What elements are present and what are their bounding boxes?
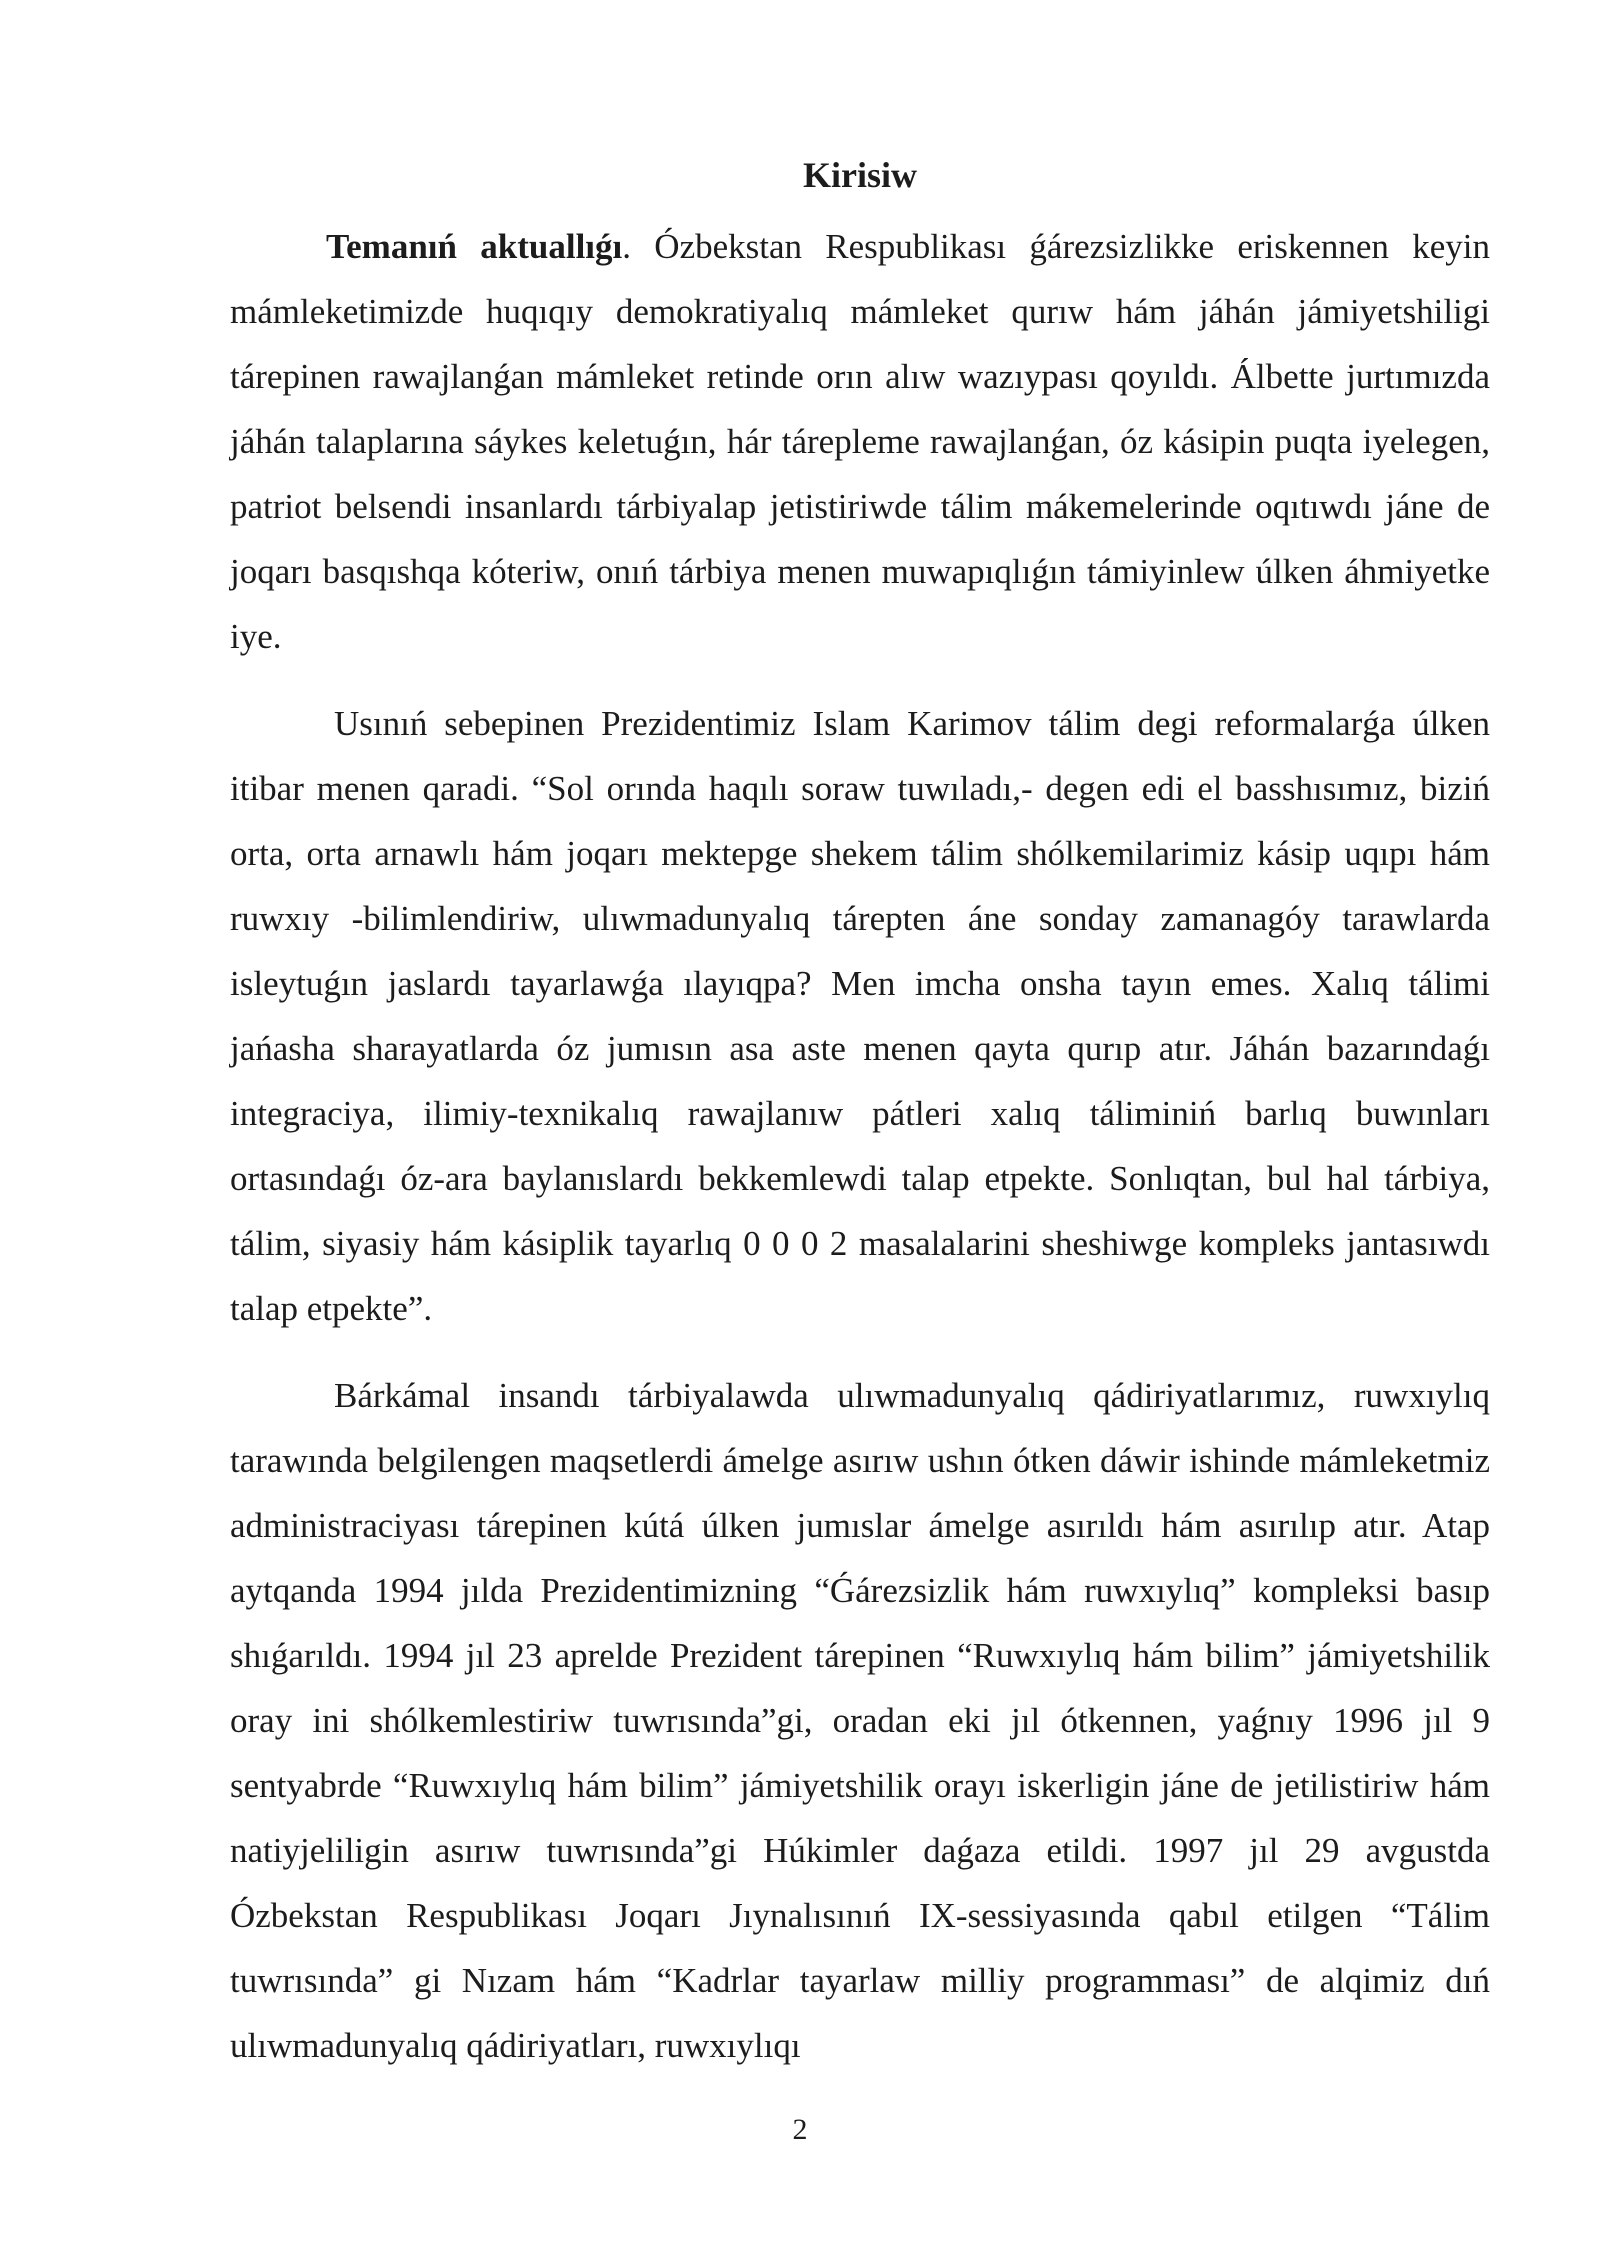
paragraph-reforms: Usınıń sebepinen Prezidentimiz Islam Karimov tálim degi reformalarǵa úlken itibar menen qaradi. “Sol orında haqılı soraw tuwıladı,- degen edi el basshısımız, biziń orta, orta arnawlı hám joqarı mektepge shekem tálim shólkemilarimiz kásip uqıpı hám ruwxıy -bilimlendiriw, ulıwmadunyalıq tárepten áne sonday zamanagóy tarawlarda isleytuǵın jaslardı tayarlawǵa ılayıqpa? Men imcha onsha tayın emes. Xalıq tálimi jańasha sharayatlarda óz jumısın asa aste menen qayta qurıp atır. Jáhán bazarındaǵı integraciya, ilimiy-texnikalıq rawajlanıw pátleri xalıq táliminiń barlıq buwınları ortasındaǵı óz-ara baylanıslardı bekkemlewdi talap etpekte. Sonlıqtan, bul hal tárbiya, tálim, siyasiy hám kásiplik tayarlıq 0 0 0 2 masalalarini sheshiwge kompleks jantasıwdı talap etpekte”. [230, 704, 1490, 1328]
paragraph-text: . Ózbekstan Respublikası ǵárezsizlikke eriskennen keyin mámleketimizde huqıqıy demokratiyalıq mámleket qurıw hám jáhán jámiyetshiligi tárepinen rawajlanǵan mámleket retinde orın alıw wazıypası qoyıldı. Álbette jurtımızda jáhán talaplarına sáykes keletuǵın, hár tárepleme rawajlanǵan, óz kásipin puqta iyelegen, patriot belsendi insanlardı tárbiyalap jetistiriwde tálim mákemelerinde oqıtıwdı jáne de joqarı basqıshqa kóteriw, onıń tárbiya menen muwapıqlıǵın támiyinlew úlken áhmiyetke iye. [230, 227, 1490, 656]
document-page [230, 150, 1490, 2078]
paragraph-spirituality: Bárkámal insandı tárbiyalawda ulıwmadunyalıq qádiriyatlarımız, ruwxıylıq tarawında belgilengen maqsetlerdi ámelge asırıw ushın ótken dáwir ishinde mámleketmiz administraciyası tárepinen kútá úlken jumıslar ámelge asırıldı hám asırılıp atır. Atap aytqanda 1994 jılda Prezidentimizning “Ǵárezsizlik hám ruwxıylıq” kompleksi basıp shıǵarıldı. 1994 jıl 23 aprelde Prezident tárepinen “Ruwxıylıq hám bilim” jámiyetshilik oray ini shólkemlestiriw tuwrısında”gi, oradan eki jıl ótkennen, yaǵnıy 1996 jıl 9 sentyabrde “Ruwxıylıq hám bilim” jámiyetshilik orayı iskerligin jáne de jetilistiriw hám natiyjeliligin asırıw tuwrısında”gi Húkimler daǵaza etildi. 1997 jıl 29 avgustda Ózbekstan Respublikası Joqarı Jıynalısınıń IX-sessiyasında qabıl etilgen “Tálim tuwrısında” gi Nızam hám “Kadrlar tayarlaw milliy programması” de alqimiz dıń ulıwmadunyalıq qádiriyatları, ruwxıylıqı [230, 1376, 1490, 2065]
paragraph-lead: Temanıń aktuallıǵı [326, 227, 623, 266]
paragraph-relevance [230, 214, 1490, 669]
page-title: Kirisiw [803, 155, 917, 195]
page-number: 2 [792, 2113, 808, 2146]
